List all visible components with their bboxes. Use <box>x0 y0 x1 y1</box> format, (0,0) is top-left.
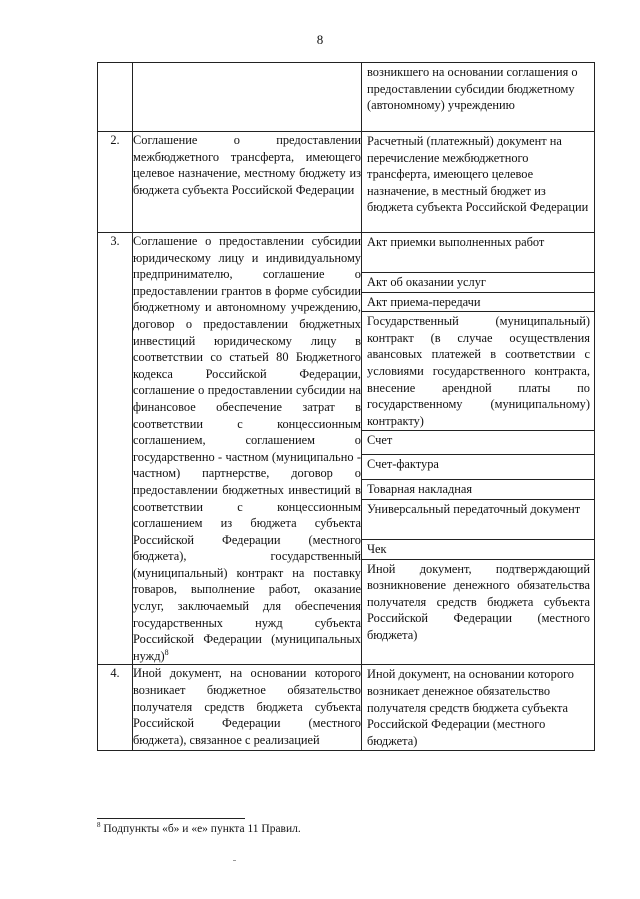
obligation-basis-cell: Соглашение о предоставлении межбюджетного трансферта, имеющего целевое назначение, местному бюджету из бюджета субъекта Российской Федерации <box>133 132 362 233</box>
confirming-document: Счет <box>362 431 594 455</box>
table-row <box>98 132 595 233</box>
confirming-document-cell <box>362 63 595 132</box>
confirming-document: Универсальный передаточный документ <box>362 500 594 540</box>
confirming-document-cell <box>362 233 595 665</box>
row-number: 2. <box>98 132 133 233</box>
page-number: 8 <box>316 32 324 47</box>
row-number <box>98 63 133 132</box>
table-row <box>98 665 595 751</box>
confirming-document: Расчетный (платежный) документ на перечисление межбюджетного трансферта, имеющего целевое назначение, в местный бюджет из бюджета субъекта Российской Федерации <box>367 134 589 215</box>
table-row <box>98 233 595 665</box>
confirming-document: Товарная накладная <box>362 480 594 500</box>
row-number: 3. <box>98 233 133 665</box>
scan-speck <box>233 860 236 861</box>
confirming-document: Акт об оказании услуг <box>362 273 594 293</box>
confirming-document: Счет-фактура <box>362 455 594 480</box>
confirming-document-cell <box>362 665 595 751</box>
footnote-divider <box>97 818 245 819</box>
confirming-document: Государственный (муниципальный) контракт (в случае осуществления авансовых платежей в соответствии с условиями государственного контракта, внесение арендной платы по государственному (муниципальному) контракту) <box>362 312 594 431</box>
confirming-document: Иной документ, на основании которого возникает денежное обязательство получателя средств бюджета субъекта Российской Федерации (местного бюджета) <box>367 667 574 748</box>
footnote-marker: 8 <box>97 821 101 830</box>
documents-table <box>97 62 595 751</box>
obligation-basis-cell <box>133 63 362 132</box>
confirming-document: Иной документ, подтверждающий возникновение денежного обязательства получателя средств бюджета субъекта Российской Федерации (местного бюджета) <box>367 561 590 642</box>
footnote-text: Подпункты «б» и «е» пункта 11 Правил. <box>100 823 301 835</box>
footnote-ref: 8 <box>164 647 169 657</box>
table-row <box>98 63 595 132</box>
confirming-document: Акт приема-передачи <box>362 293 594 313</box>
confirming-document: Чек <box>362 540 594 560</box>
obligation-basis-text: Соглашение о предоставлении субсидии юридическому лицу и индивидуальному предпринимателю, соглашение о предоставлении грантов в форме субсидии бюджетному и автономному учреждению, договор о предоставлении бюджетных инвестиций юридическому лицу в соответствии со статьей 80 Бюджетного кодекса Российской Федерации, соглашение о предоставлении субсидии на финансовое обеспечение затрат в соответствии с концессионным соглашением, соглашением о государственно - частном (муниципально - частном) партнерстве, договор о предоставлении бюджетных инвестиций в соответствии с концессионным соглашением из бюджета субъекта Российской Федерации (местного бюджета), государственный (муниципальный) контракт на поставку товаров, выполнение работ, оказание услуг, заключаемый для обеспечения государственных нужд субъекта Российской Федерации (муниципальных нужд) <box>133 234 361 663</box>
obligation-basis-cell: Иной документ, на основании которого возникает бюджетное обязательство получателя средств бюджета субъекта Российской Федерации (местного бюджета), связанное с реализацией <box>133 665 362 751</box>
row-number: 4. <box>98 665 133 751</box>
confirming-document: Акт приемки выполненных работ <box>362 233 594 273</box>
confirming-document: возникшего на основании соглашения о предоставлении субсидии бюджетному (автономному) учреждению <box>367 65 578 113</box>
confirming-document-cell <box>362 132 595 233</box>
footnote <box>97 823 301 835</box>
obligation-basis-cell <box>133 233 362 665</box>
